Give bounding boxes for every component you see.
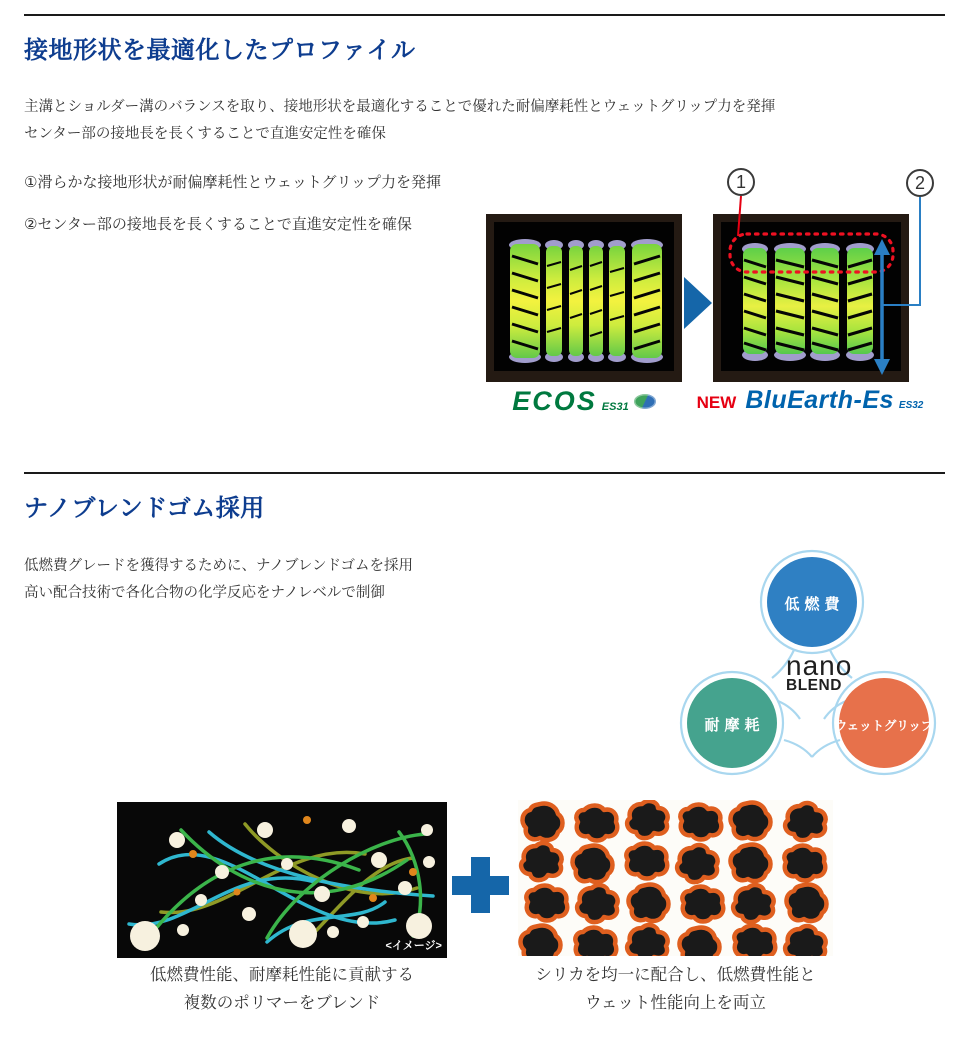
new-tag-text: NEW xyxy=(696,393,737,412)
polymer-blend-image xyxy=(117,802,447,958)
caption-polymer xyxy=(117,961,447,1017)
profile-paragraph-line2: センター部の接地長を長くすることで直進安定性を確保 xyxy=(24,126,386,142)
caption-silica-line1: シリカを均一に配合し、低燃費性能と xyxy=(535,966,816,984)
profile-note-1: ①滑らかな接地形状が耐偏摩耗性とウェットグリップ力を発揮 xyxy=(24,174,441,191)
callout-2-leader-line xyxy=(883,197,920,305)
caption-polymer-line1: 低燃費性能、耐摩耗性能に貢献する xyxy=(150,966,414,984)
nano-paragraph xyxy=(24,553,413,607)
blend-word: BLEND xyxy=(786,677,842,694)
section-divider-nano xyxy=(24,472,945,474)
figure-annotations xyxy=(480,160,961,420)
profile-paragraph-line1: 主溝とショルダー溝のバランスを取り、接地形状を最適化することで優れた耐偏摩耗性とウェットグリップ力を発揮 xyxy=(24,99,776,115)
section-divider-top xyxy=(24,14,945,16)
profile-paragraph xyxy=(24,94,775,148)
nano-blend-wordmark xyxy=(786,650,853,694)
callout-2-badge: 2 xyxy=(906,169,934,197)
bluearth-brand-text: BluEarth-Es xyxy=(745,386,894,414)
profile-heading: 接地形状を最適化したプロファイル xyxy=(24,37,416,64)
node-wetgrip-label: ウェットグリップ xyxy=(834,719,934,733)
caption-polymer-line2: 複数のポリマーをブレンド xyxy=(183,994,381,1012)
nano-paragraph-line1: 低燃費グレードを獲得するために、ナノブレンドゴムを採用 xyxy=(24,558,413,574)
profile-note-2: ②センター部の接地長を長くすることで直進安定性を確保 xyxy=(24,216,412,233)
node-fuel-label: 低燃費 xyxy=(784,596,845,613)
nano-heading: ナノブレンドゴム採用 xyxy=(24,495,265,522)
node-wear-label: 耐摩耗 xyxy=(704,717,765,734)
nano-word: nano xyxy=(786,650,853,681)
ecos-model-text: ES31 xyxy=(601,401,629,413)
plus-icon-horizontal-bar xyxy=(452,876,509,895)
bluearth-model-text: ES32 xyxy=(898,400,924,411)
image-note: <イメージ> xyxy=(385,940,442,952)
ecos-brand-text: ECOS xyxy=(512,386,597,416)
callout-1-leader-line xyxy=(738,196,741,236)
silica-dispersion-image xyxy=(518,800,833,956)
arrow-right-icon xyxy=(684,277,712,329)
callout-1-badge: 1 xyxy=(727,168,755,196)
caption-silica xyxy=(518,961,833,1017)
nano-paragraph-line2: 高い配合技術で各化合物の化学反応をナノレベルで制御 xyxy=(24,585,385,601)
double-arrow-icon xyxy=(874,239,890,375)
red-dotted-zone xyxy=(730,234,893,272)
caption-silica-line2: ウェット性能向上を両立 xyxy=(585,994,766,1012)
